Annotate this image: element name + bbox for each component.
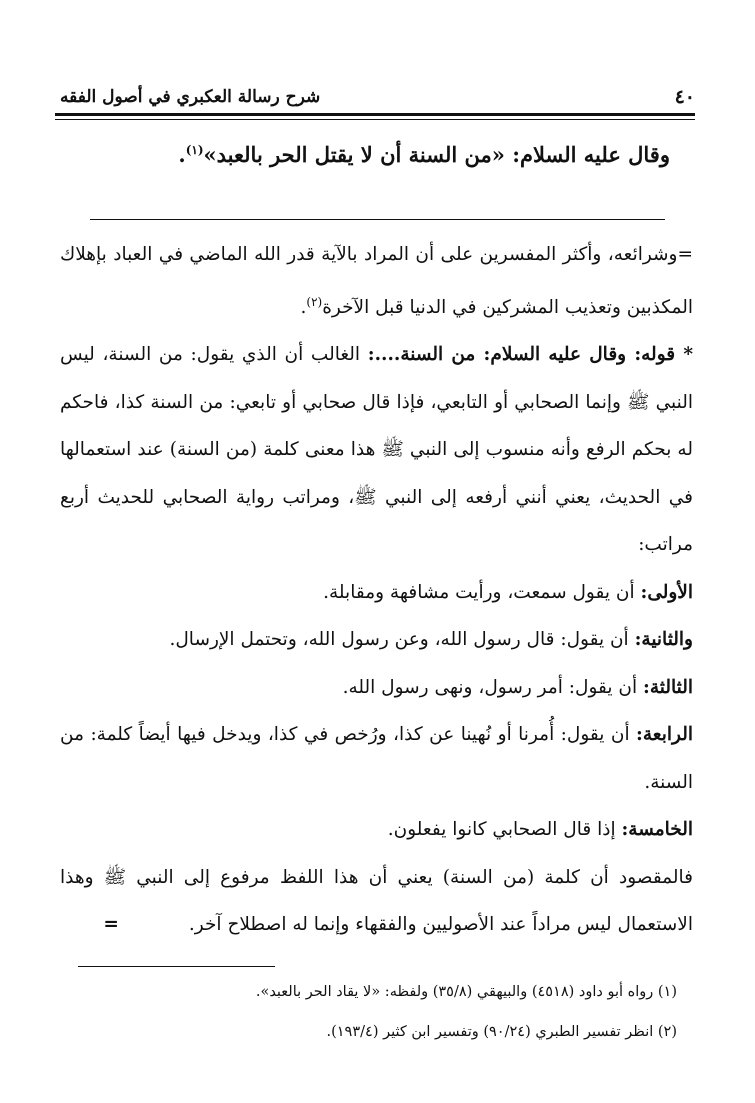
main-text-end: . xyxy=(178,142,186,167)
rank-4-label: الرابعة: xyxy=(636,724,693,746)
commentary-p1-text: =وشرائعه، وأكثر المفسرين على أن المراد بالآية قدر الله الماضي في العباد بإهلاك المكذبين وتعذيب المشركين في الدنيا قبل الآخرة xyxy=(60,244,693,318)
rank-3-label: الثالثة: xyxy=(643,676,693,698)
rank-1 xyxy=(60,569,693,617)
footnote-ref-2: (٢) xyxy=(306,294,323,309)
footnote-rule xyxy=(78,966,275,967)
rank-4 xyxy=(60,711,693,806)
header-rule xyxy=(55,113,695,120)
rank-2-text: أن يقول: قال رسول الله، وعن رسول الله، وتحتمل الإرسال. xyxy=(169,629,635,651)
commentary-p3-text: فالمقصود أن كلمة (من السنة) يعني أن هذا اللفظ مرفوع إلى النبي ﷺ وهذا الاستعمال ليس مراداً عند الأصوليين والفقهاء وإنما له اصطلاح آخر. xyxy=(60,866,693,936)
commentary-p1-end: . xyxy=(300,296,307,318)
rank-1-text: أن يقول سمعت، ورأيت مشافهة ومقابلة. xyxy=(323,581,641,603)
page-header xyxy=(60,82,695,112)
rank-2 xyxy=(60,616,693,664)
rank-3 xyxy=(60,664,693,712)
commentary-paragraph-2 xyxy=(60,331,693,569)
footnote-2: (٢) انظر تفسير الطبري (٩٠/٢٤) وتفسير ابن كثير (١٩٣/٤). xyxy=(326,1024,677,1040)
running-title: شرح رسالة العكبري في أصول الفقه xyxy=(60,87,321,107)
section-divider xyxy=(90,219,665,220)
commentary-p2-lead: * قوله: وقال عليه السلام: من السنة....: xyxy=(367,344,693,366)
commentary-p2-body: الغالب أن الذي يقول: من السنة، ليس النبي ﷺ وإنما الصحابي أو التابعي، فإذا قال صحابي أو تابعي: من السنة كذا، فاحكم له بحكم الرفع وأنه منسوب إلى النبي ﷺ هذا معنى كلمة (من السنة) عند استعمالها في الحديث، يعني أنني أرفعه إلى النبي ﷺ، ومراتب رواية الصحابي للحديث أربع مراتب: xyxy=(60,344,693,556)
rank-3-text: أن يقول: أمر رسول، ونهى رسول الله. xyxy=(342,676,644,698)
rank-1-label: الأولى: xyxy=(640,581,693,603)
continuation-mark: = xyxy=(103,914,119,936)
rank-5-label: الخامسة: xyxy=(621,819,693,841)
footnotes xyxy=(60,972,677,1052)
rank-5-text: إذا قال الصحابي كانوا يفعلون. xyxy=(387,819,622,841)
main-text-body: وقال عليه السلام: «من السنة أن لا يقتل الحر بالعبد» xyxy=(203,142,670,167)
commentary-paragraph-3 xyxy=(60,854,693,949)
main-text xyxy=(60,130,670,175)
commentary xyxy=(60,231,693,949)
page-number: ٤٠ xyxy=(674,86,695,108)
rank-5 xyxy=(60,806,693,854)
rank-2-label: والثانية: xyxy=(634,629,693,651)
commentary-paragraph-1 xyxy=(60,231,693,331)
rank-4-text: أن يقول: أُمرنا أو نُهينا عن كذا، ورُخص في كذا، ويدخل فيها أيضاً كلمة: من السنة. xyxy=(60,724,693,793)
footnote-1: (١) رواه أبو داود (٤٥١٨) والبيهقي (٣٥/٨) ولفظه: «لا يقاد الحر بالعبد». xyxy=(255,984,677,1000)
footnote-ref-1: (١) xyxy=(185,143,204,157)
